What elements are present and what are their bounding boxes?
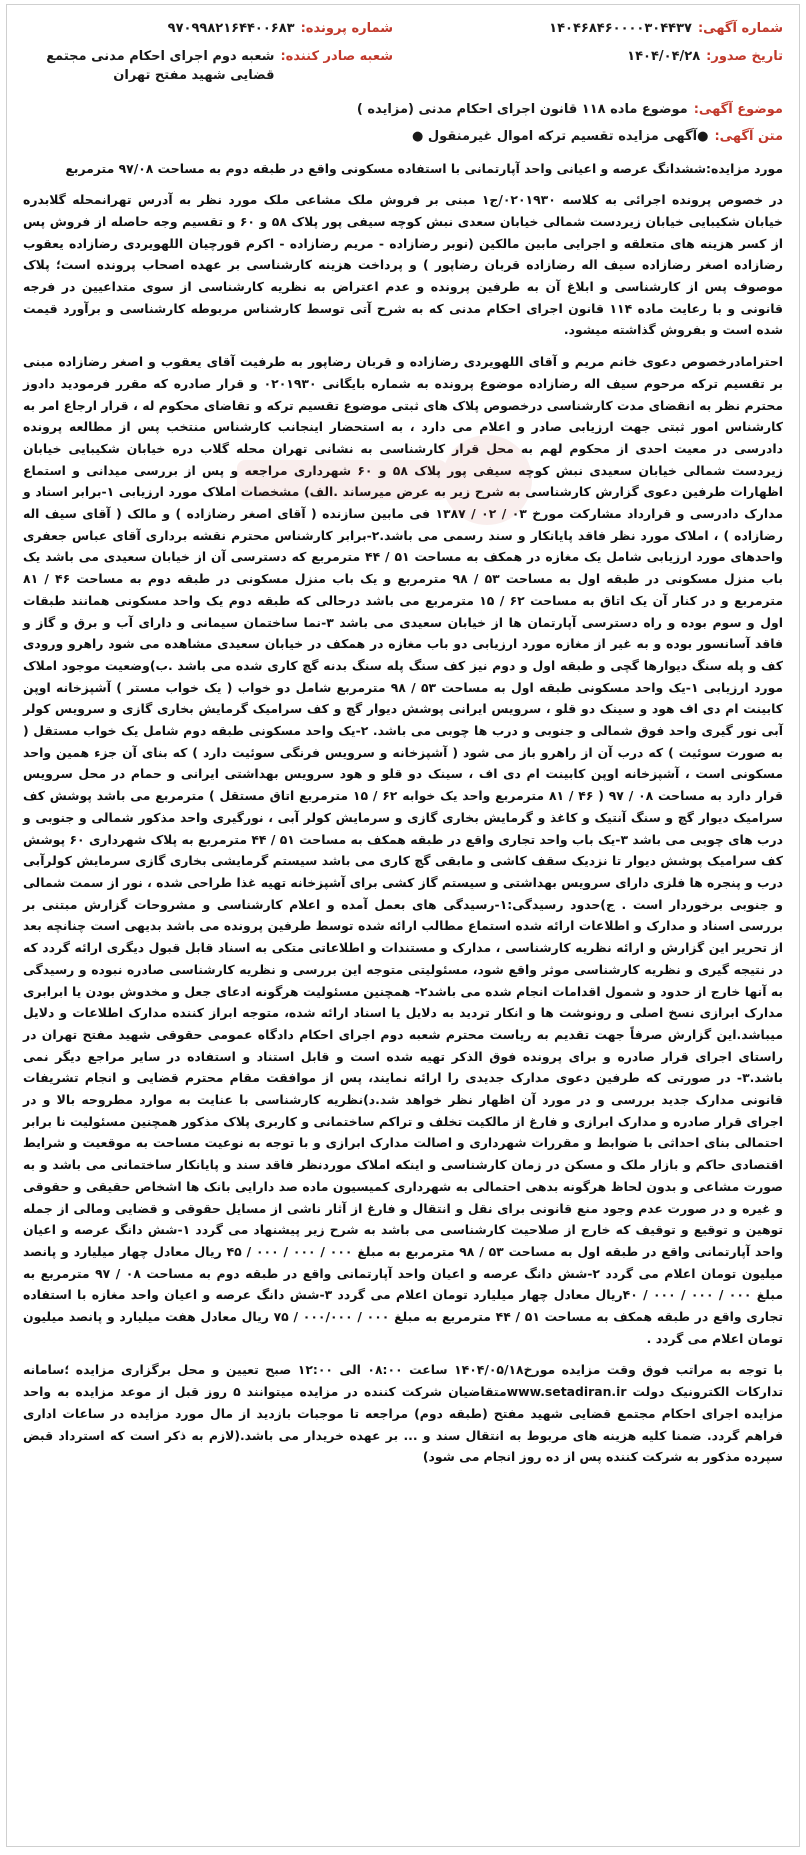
header-block xyxy=(23,19,783,86)
issue-date-row xyxy=(413,47,783,86)
file-number-row xyxy=(23,19,393,39)
file-number-label: شماره پرونده: xyxy=(300,21,393,36)
auction-time-paragraph: با توجه به مراتب فوق وقت مزایده مورخ۱۴۰۴/۰۵/۱۸ ساعت ۰۸:۰۰ الی ۱۲:۰۰ صبح تعیین و محل برگزاری مزایده ؛سامانه تدارکات الکترونیک دولت www.setadiran.irمتقاضیان شرکت کننده در مزایده میتوانند ۵ روز قبل از موعد مزایده به واحد مزایده اجرای احکام مجتمع قضایی شهید مفتح (طبقه دوم) مراجعه تا موجبات بازدید از مال مورد مزایده در ساعات اداری فراهم گردد. ضمنا کلیه هزینه های مربوط به انتقال سند و ... بر عهده خریدار می باشد.(لازم به ذکر است که استرداد قبض سپرده مذکور به شرکت کننده پس از ده روز انجام می شود) xyxy=(23,1362,783,1465)
ad-number-label: شماره آگهی: xyxy=(697,21,783,36)
auction-item-paragraph: مورد مزایده:ششدانگ عرصه و اعیانی واحد آپارتمانی با استفاده مسکونی واقع در طبقه دوم به مساحت ۹۷/۰۸ مترمربع xyxy=(65,160,783,176)
ad-text-label: متن آگهی: xyxy=(714,128,783,144)
subject-value: موضوع ماده ۱۱۸ قانون اجرای احکام مدنی (مزایده ) xyxy=(356,101,688,117)
ad-title: ●آگهی مزایده تقسیم ترکه اموال غیرمنقول ● xyxy=(412,128,709,144)
ad-number-row xyxy=(413,19,783,39)
issue-date: ۱۴۰۴/۰۴/۲۸ xyxy=(627,48,701,64)
subject-row xyxy=(23,102,783,117)
ad-number: ۱۴۰۴۶۸۴۶۰۰۰۰۳۰۴۴۳۷ xyxy=(549,21,692,36)
subject-label: موضوع آگهی: xyxy=(693,101,783,117)
case-intro-paragraph: در خصوص پرونده اجرائی به کلاسه ۰۲۰۱۹۳۰/ج۱ مبنی بر فروش ملک مشاعی ملک مورد نظر به آدرس تهرانمحله گلابدره خیابان شکیبایی خیابان زیردست شمالی خیابان سعدی نبش کوچه سیفی پور پلاک ۵۸ و ۶۰ و تقسیم وجه حاصله از فروش پس از کسر هزینه های متعلقه و اجرایی مابین مالکین (نوبر رضازاده - مریم رضازاده - اکرم قورچیان اللهویردی رضازاده یعقوب رضازاده اصغر رضازاده سیف اله رضازاده قربان رضاپور ) و پرداخت هزینه کارشناسی بر عهده اصحاب پرونده است؛ پلاک موصوف پس از کارشناسی و ابلاغ آن به طرفین پرونده و عدم اعتراض به نظریه کارشناسی از سوی متداعیین در فرجه قانونی و با رعایت ماده ۱۱۴ قانون اجرای احکام مدنی که به شرح آتی توسط کارشناس مربوطه کارشناسی و برآورد قیمت شده است و بفروش گذاشته میشود. xyxy=(23,192,783,338)
issuer-label: شعبه صادر کننده: xyxy=(280,48,393,64)
file-number: ۹۷۰۹۹۸۲۱۶۴۴۰۰۶۸۳ xyxy=(167,21,295,36)
notice-body xyxy=(23,158,783,1468)
ad-title-row xyxy=(23,129,783,144)
issue-date-label: تاریخ صدور: xyxy=(706,48,783,64)
issuer-row xyxy=(23,47,393,86)
notice-document xyxy=(6,4,800,1847)
expert-report-paragraph: احترامادرخصوص دعوی خانم مریم و آقای اللهویردی رضازاده و قربان رضاپور به طرفیت آقای یعقوب و اصغر رضازاده مبنی بر تقسیم ترکه مرحوم سیف اله رضازاده موضوع پرونده به شماره بایگانی ۰۲۰۱۹۳۰ و قرار صادره که مقرر فرمودید دادوز محترم نظر به انقضای مدت کارشناسی درخصوص پلاک های ثبتی موضوع تقسیم ترکه و تقاضای محکوم له ، قرار ارجاع امر به کارشناس امور ثبتی جهت ارزیابی صادر و اعلام می دارد ، به استحضار اینجانب کارشناس منتخب پس از مطالعه پرونده دادرسی در معیت احدی از محکوم لهم به محل قرار کارشناسی به نشانی تهران محله گلاب دره خیابان شکیبایی خیابان زیردست شمالی خیابان سعیدی نبش کوچه سیفی پور پلاک ۵۸ و ۶۰ شهرداری مراجعه و پس از بررسی میدانی و استماع اظهارات طرفین دعوی گزارش کارشناسی به شرح زیر به عرض میرساند .الف) مشخصات املاک مورد ارزیابی ۱-برابر اسناد و مدارک دادرسی و قرارداد مشارکت مورخ ۰۳ / ۰۲ / ۱۳۸۷ فی مابین سازنده ( آقای اصغر رضازاده ) و مالک ( آقای سیف اله رضازاده ) ، املاک مورد نظر فاقد پایانکار و سند رسمی می باشد.۲-برابر کارشناس محترم نقشه برداری آقای عباس جعفری واحدهای مورد ارزیابی شامل یک مغازه در همکف به مساحت ۵۱ / ۴۴ مترمربع که دسترسی آن از خیابان سعیدی می باشد یک باب منزل مسکونی در طبقه اول به مساحت ۵۳ / ۹۸ مترمربع و یک باب منزل مسکونی در طبقه دوم به مساحت ۴۶ / ۸۱ مترمربع و در کنار آن یک اتاق به مساحت ۶۲ / ۱۵ مترمربع می باشد درحالی که طبقه دوم یک واحد مسکونی همانند طبقات اول و سوم بوده و راه دسترسی آپارتمان ها از خیابان سعیدی می باشد ۳-نما ساختمان سیمانی و دارای آب و برق و گاز و فاقد آسانسور بوده و به غیر از مغازه مورد ارزیابی دو باب مغازه در همکف در خیابان سعیدی مشاهده می شود راهرو ورودی کف و پله سنگ دیوارها گچی و طبقه اول و دوم نیز کف سنگ پله سنگ بدنه گچ کاری شده می باشد .ب)وضعیت موجود املاک مورد ارزیابی ۱-یک واحد مسکونی طبقه اول به مساحت ۵۳ / ۹۸ مترمربع شامل دو خواب ( یک خواب مستر ) آشپزخانه اوپن کابینت ام دی اف هود و سینک دو قلو ، سرویس ایرانی پوشش دیوار گچ و کف سرامیک گرمایش بخاری گازی و سرویس کولر آبی نور گیری واحد فوق شمالی و جنوبی و درب ها چوبی می باشد. ۲-یک واحد مسکونی طبقه دوم شامل یک خواب مستقل ( به صورت سوئیت ) که درب آن از راهرو باز می شود ( آشپزخانه و سرویس فرنگی سوئیت دارد ) که بنای آن جزء همین واحد مسکونی است ، آشپزخانه اوپن کابینت ام دی اف ، سینک دو قلو و هود سرویس بهداشتی ایرانی و حمام در محل سرویس قرار دارد به مساحت ۰۸ / ۹۷ ( ۴۶ / ۸۱ مترمربع واحد یک خوابه ۶۲ / ۱۵ مترمربع اتاق مستقل ) مترمربع می باشد پوشش کف سرامیک دیوار گچ و سنگ آنتیک و کاغذ و گرمایش بخاری گازی و سرمایش کولر آبی ، نورگیری واحد مذکور شمالی و جنوبی و درب های چوبی می باشد ۳-یک باب واحد تجاری واقع در طبقه همکف به مساحت ۵۱ / ۴۴ مترمربع به پلاک شهرداری ۶۰ پوشش کف سرامیک پوشش دیوار تا نزدیک سقف کاشی و مابقی گچ کاری می باشد سیستم گرمایشی بخاری گازی سرمایش کولرآبی درب و پنجره ها فلزی دارای سرویس بهداشتی و سیستم گاز کشی برای آشپزخانه تهیه غذا طراحی شده ، نور از سمت شمالی و جنوبی برخوردار است . ج)حدود رسیدگی:۱-رسیدگی های بعمل آمده و اعلام کارشناسی و مشروحات گزارش مبتنی بر بررسی اسناد و مدارک و اطلاعات ارائه شده استماع مطالب ارائه شده توسط طرفین پرونده می باشد بدیهی است چنانچه بعد از تحریر این گزارش و ارائه نظریه کارشناسی ، مدارک و مستندات و اطلاعاتی متکی به اسناد قابل قبول دیگری ارائه گردد که در نتیجه گیری و نظریه کارشناسی موثر واقع شود، مسئولیتی متوجه این بررسی و نظریه کارشناسی صادره نبوده و رسیدگی به آنها خارج از حدود و شمول اقدامات انجام شده می باشد۲- همچنین مسئولیت هرگونه ادعای جعل و مخدوش بودن یا ابرابری مدارک ابرازی نسخ اصلی و رونوشت ها و انکار تردید به دلایل یا اسناد ارائه شده، متوجه ابراز کننده مدارک اطلاعات و دلایل میباشد.این گزارش صرفاً جهت تقدیم به ریاست محترم شعبه دوم اجرای احکام دادگاه عمومی حقوقی شهید مفتح تهران در راستای اجرای قرار صادره و برای پرونده فوق الذکر تهیه شده است و قابل استناد و استفاده در سایر مراجع دیگر نمی باشد.۳- در صورتی که طرفین دعوی مدارک جدیدی را ارائه نمایند، پس از موافقت مقام محترم قضایی و انجام تشریفات قانونی مدارک جدید بررسی و در مورد آن اظهار نظر خواهد شد.د)نظریه کارشناسی با عنایت به موارد مطروحه بالا و در اجرای قرار صادره و مدارک ابرازی و فارغ از مالکیت تخلف و تراکم ساختمانی و کاربری پلاک مذکور همچنین مسئولیت نا برابر احتمالی بنای احداثی با ضوابط و مقررات شهرداری و اصالت مدارک ابرازی و با توجه به نوعیت مساحت به موقعیت و شرایط اقتصادی حاکم و بازار ملک و مسکن در زمان کارشناسی و اینکه املاک موردنظر فاقد سند و پایانکار ساختمانی می باشد و به صورت مشاعی و بدون لحاظ هرگونه بدهی احتمالی به شهرداری کمیسیون ماده صد دارایی بانک ها اشخاص حقیقی و حقوقی و غیره و در صورت عدم وجود منع قانونی برای نقل و انتقال و فارغ از آثار ناشی از مسایل حقوقی و قضایی ومالی از جمله توهین و توقیع و توقیف که خارج از صلاحیت کارشناسی می باشد به شرح زیر پیشنهاد می گردد ۱-شش دانگ عرصه و اعیان واحد آپارتمانی واقع در طبقه اول به مساحت ۵۳ / ۹۸ مترمربع به مبلغ ۰۰۰ / ۰۰۰ / ۰۰۰ / ۴۵ ریال معادل چهار میلیارد و پانصد میلیون تومان اعلام می گردد ۲-شش دانگ عرصه و اعیان واحد آپارتمانی واقع در طبقه دوم به مساحت ۰۸ / ۹۷ مترمربع به مبلغ ۰۰۰ / ۰۰۰ / ۰۰۰ / ۴۰ریال معادل چهار میلیارد تومان اعلام می گردد ۳-شش دانگ عرصه و اعیان واحد مغازه با استفاده تجاری واقع در طبقه همکف به مساحت ۵۱ / ۴۴ مترمربع به مبلغ ۰۰۰ / ۰۰۰/۰۰۰ / ۷۵ ریال معادل هفت میلیارد و پانصد میلیون تومان اعلام می گردد . xyxy=(23,354,784,1346)
issuer: شعبه دوم اجرای احکام مدنی مجتمع قضایی شهید مفتح تهران xyxy=(46,48,275,83)
